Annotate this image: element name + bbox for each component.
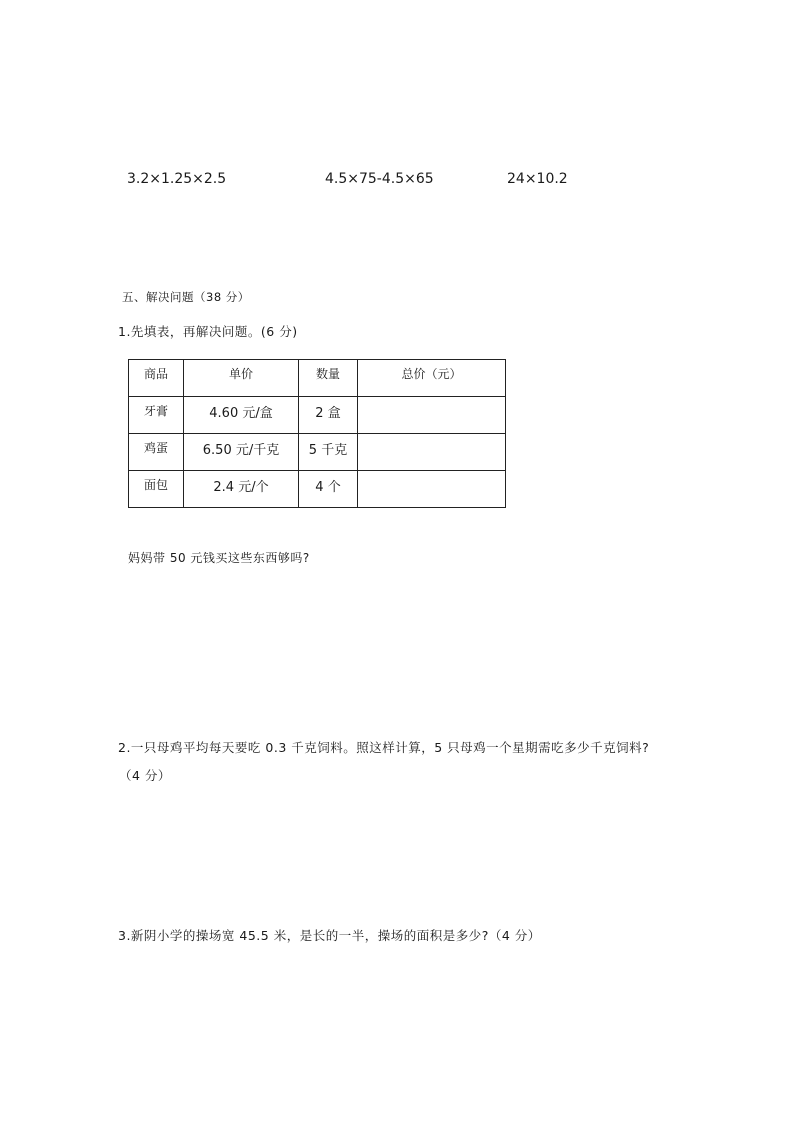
table-row [129,434,506,471]
cell-quantity: 4 个 [299,471,358,508]
question-2-text: 2.一只母鸡平均每天要吃 0.3 千克饲料。照这样计算，5 只母鸡一个星期需吃多少千克饲料? [118,740,650,755]
table-header-row [129,360,506,397]
expression-2: 4.5×75-4.5×65 [325,171,434,187]
table-row [129,471,506,508]
cell-total-price-blank[interactable] [358,434,506,471]
cell-total-price-blank[interactable] [358,397,506,434]
cell-unit-price: 4.60 元/盒 [184,397,299,434]
section-heading: 五、解决问题（38 分） [122,290,250,304]
header-total-price: 总价（元） [358,360,506,397]
question-3-text: 3.新阴小学的操场宽 45.5 米，是长的一半，操场的面积是多少?（4 分） [118,928,541,943]
header-unit-price: 单价 [184,360,299,397]
expression-1: 3.2×1.25×2.5 [127,171,227,187]
question-2-score: （4 分） [119,768,171,783]
cell-unit-price: 2.4 元/个 [184,471,299,508]
cell-unit-price: 6.50 元/千克 [184,434,299,471]
goods-price-table [128,359,506,508]
question-1-sub-question: 妈妈带 50 元钱买这些东西够吗? [128,551,310,565]
cell-goods: 鸡蛋 [129,434,184,471]
expression-3: 24×10.2 [507,171,568,187]
question-1-text: 1.先填表，再解决问题。(6 分) [118,324,298,339]
header-goods: 商品 [129,360,184,397]
cell-quantity: 2 盒 [299,397,358,434]
header-quantity: 数量 [299,360,358,397]
table-row [129,397,506,434]
cell-total-price-blank[interactable] [358,471,506,508]
cell-goods: 牙膏 [129,397,184,434]
cell-quantity: 5 千克 [299,434,358,471]
cell-goods: 面包 [129,471,184,508]
